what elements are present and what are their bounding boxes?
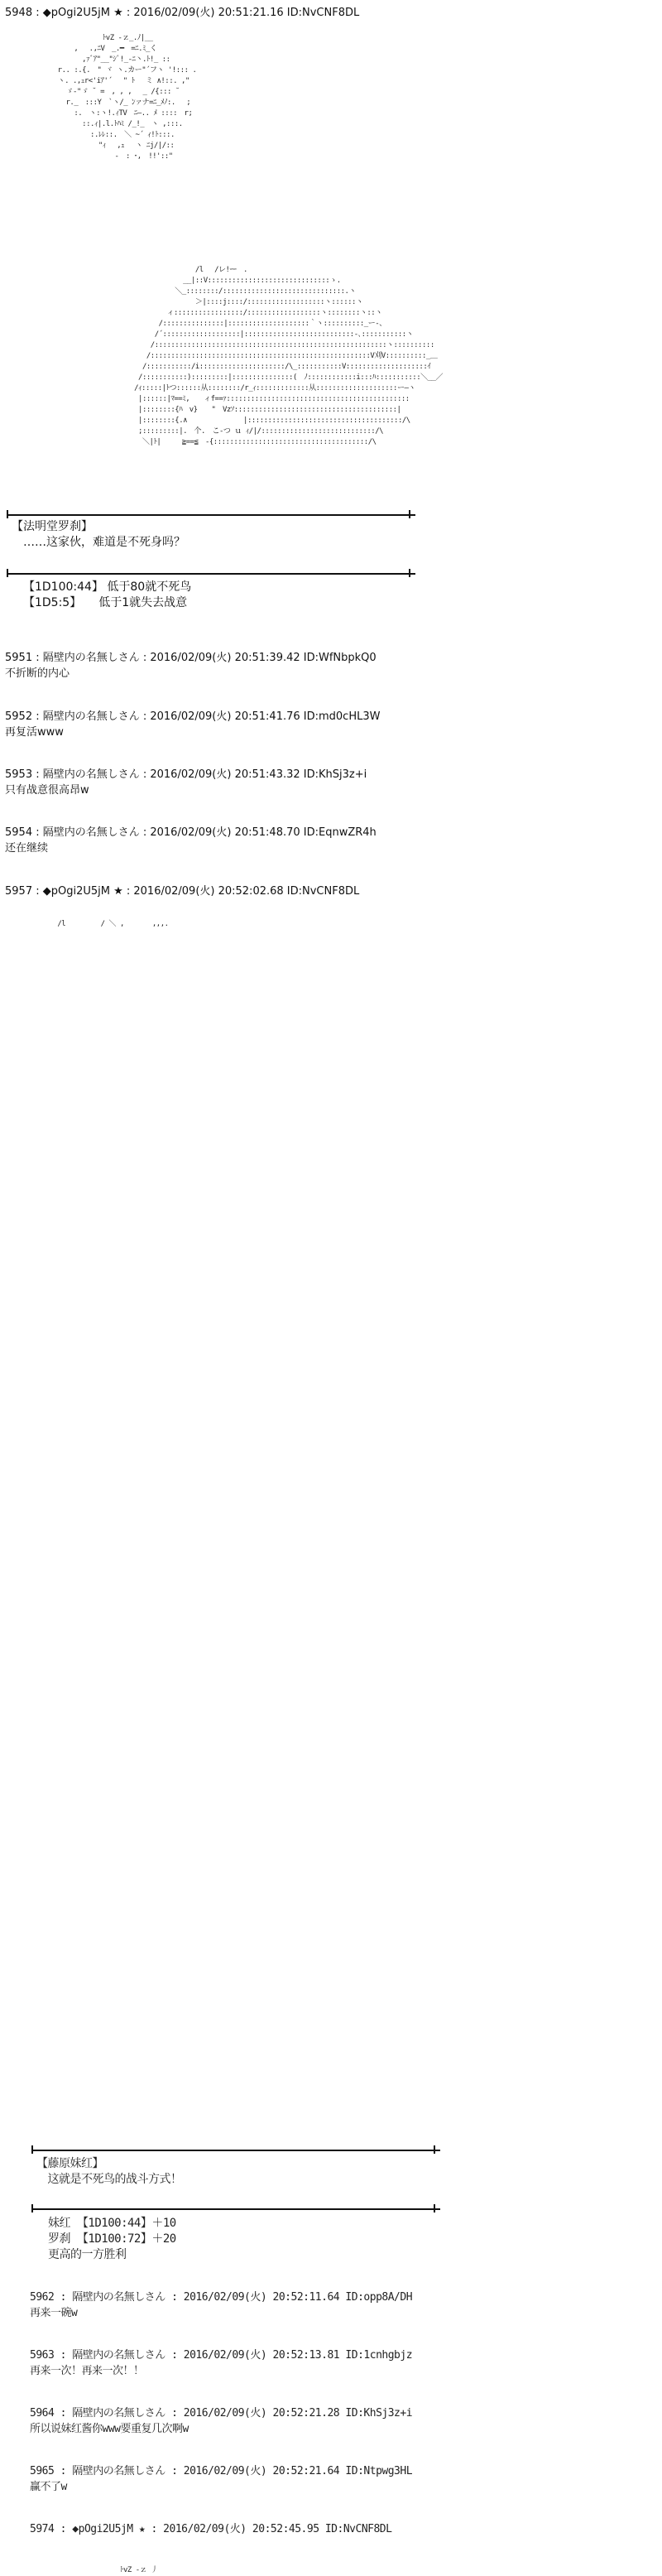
post-body: 再来一次！再来一次！！ <box>30 2365 144 2377</box>
post-header: 5965 : 隔壁内の名無しさん : 2016/02/09(火) 20:52:21.64 ID:Ntpwg3HL <box>30 2465 413 2477</box>
roll-result: 更高的一方胜利 <box>48 2248 127 2261</box>
dialogue-line: ……这家伙，难道是不死身吗？ <box>12 536 185 549</box>
dialogue-line: 这就是不死鸟的战斗方式！ <box>36 2173 182 2186</box>
roll-result: 罗刹 【1D100:72】＋20 <box>48 2232 176 2246</box>
separator-tick <box>409 569 410 577</box>
post-body: 再复活www <box>5 726 64 739</box>
roll-result: 妹红 【1D100:44】＋10 <box>48 2217 176 2230</box>
separator-tick <box>7 510 8 518</box>
ascii-art-mokou-fighting: /l / ＼ , ,,,. 【藤原妹红】 这就是不死鸟的战斗方式！ 妹红 【1D100:44】＋10 罗刹 【1D100:72】＋20 更高的一方胜利 5962 : 隔壁内の名無しさん : 2016/02/09(火) 20:52:11.64 ID:opp8A/DH 再来一碗w 5963 : 隔壁内の名無しさん : 2016/02/09(火) 20:52:13.81 ID:1cnhgbjz 再来一次！再来一次！！ 5964 : 隔壁内の名無しさん : 2016/02/09(火) 20:52:21.28 ID:KhSj3z+i 所以说妹红酱你www要重复几次啊w 5965 : 隔壁内の名無しさん : 2016/02/09(火) 20:52:21.64 ID:Ntpwg3HL 赢不了w 5974 : ◆pOgi2U5jM ★ : 2016/02/09(火) 20:52:45.95 ID:NvCNF8DL ﾄvZ ‐ｚ 丿 <box>25 919 169 1360</box>
post-header: 5951 : 隔壁内の名無しさん : 2016/02/09(火) 20:51:39.42 ID:WfNbpkQ0 <box>5 652 377 664</box>
speaker-name: 【法明堂罗刹】 <box>12 520 93 533</box>
post-body: 不折断的内心 <box>5 667 70 680</box>
dice-result: 【1D5:5】 低于1就失去战意 <box>23 596 188 609</box>
separator-line <box>7 573 415 575</box>
post-header: 5952 : 隔壁内の名無しさん : 2016/02/09(火) 20:51:41.76 ID:md0cHL3W <box>5 710 381 723</box>
separator-tick <box>434 2204 435 2212</box>
dice-result: 【1D100:44】 低于80就不死鸟 <box>23 580 192 594</box>
post-header: 5964 : 隔壁内の名無しさん : 2016/02/09(火) 20:52:21.28 ID:KhSj3z+i <box>30 2407 413 2420</box>
ascii-art-mokou-face: ﾄvZ ‐ｚ_.ﾉ|__ , .,ﾆV _.━ =ﾆ.ﾐ_く ,ｧﾞｱ"__"ｼﾞ!_-ﾆ丶.ﾄ!_ :: r.. :.{. " ヾ ヽ.カー"´フヽ '!::: . ヽ. .,ｪr<'iｱ'´ " ﾄ ミ ∧!::. ," ゞ-"ゞ ˘ = , , , _ /{::: ˘ r._ :::Y `ヽ/_ ﾝァナ=ﾆ_ﾒﾉ:. ; :. ヽ:ヽ!.ｨTV ﾆ―.. ﾒ :::: r; ::.ｨ|.l.ﾄﾊﾐ /_!_ ヽ ,:::. :.ﾚﾚ::. ＼ ~´ ｨ!ﾄ:::. "ｨ ,ｭ ヽ ﾆj/|/:: - : ･, !!'::" <box>57 34 197 161</box>
post-body: 还在继续 <box>5 842 49 855</box>
separator-line <box>7 514 415 516</box>
separator-tick <box>31 2204 33 2212</box>
post-body: 赢不了w <box>30 2481 67 2493</box>
post-header: 5953 : 隔壁内の名無しさん : 2016/02/09(火) 20:51:43.32 ID:KhSj3z+i <box>5 768 367 781</box>
post-body: 只有战意很高昂w <box>5 784 89 797</box>
post-body: 再来一碗w <box>30 2307 78 2319</box>
separator-tick <box>7 569 8 577</box>
ascii-art-rasetsu: /l /レ!ｰｰ . __|::V::::::::::::::::::::::::::::::ゝ. ＼_::::::::/::::::::::::::::::::::::::::::.ヽ ＞|::::j::::/:::::::::::::::::::ヽ::::::ヽ ィ:::::::::::::::::/::::::::::::::::::ヽ::::::::ヽ::ヽ /:::::::::::::::|::::::::::::::::::::｀ヽ::::::::::_ー-、 /´:::::::::::::::::::|:::::::::::::::::::::::::::-､:::::::::::ヽ /:::::::::::::::::::::::::::::::::::::::::::::::::::::::::ヽ:::::::::: /::::::::::::::::::::::::::::::::::::::::::::::::::::::V刈V::::::::::_＿ /:::::::::::/i:::::::::::::::::::::/\_:::::::::::V::::::::::::::::::::ｲ /:::::::::::):::::::::|:::::::::::::::( ﾉ::::::::::::i:::ﾊ:::::::::::＼__／ /ｨ:::::|ﾄつ::::::从::::::::/r_ｨ:::::::::::::从::::::::::::::::::::ー―ヽ |::::::|ﾏ==ﾐ, ィf==ｧ::::::::::::::::::::::::::::::::::::::::::::: |::::::::{ﾊ v} " Vzｿ::::::::::::::::::::::::::::::::::::::::| |::::::::{.∧ |::::::::::::::::::::::::::::::::::::::/\ ;:::::::::|. 个. こ-つ ｕ ｨ/|/::::::::::::::::::::::::::::/\ ＼|ﾄ| ≧==≦ -{::::::::::::::::::::::::::::::::::::::/\ <box>134 266 443 446</box>
separator-tick <box>409 510 410 518</box>
post-body: 所以说妹红酱你www要重复几次啊w <box>30 2423 189 2435</box>
separator-line <box>31 2208 440 2210</box>
separator-line <box>31 2150 440 2151</box>
separator-tick <box>434 2145 435 2154</box>
ascii-art-fragment: ﾄvZ ‐ｚ 丿 <box>120 2566 158 2574</box>
post-header: 5957 : ◆pOgi2U5jM ★ : 2016/02/09(火) 20:52:02.68 ID:NvCNF8DL <box>5 885 360 898</box>
post-header: 5948 : ◆pOgi2U5jM ★ : 2016/02/09(火) 20:51:21.16 ID:NvCNF8DL <box>5 7 360 19</box>
post-header: 5962 : 隔壁内の名無しさん : 2016/02/09(火) 20:52:11.64 ID:opp8A/DH <box>30 2291 413 2304</box>
post-header: 5974 : ◆pOgi2U5jM ★ : 2016/02/09(火) 20:52:45.95 ID:NvCNF8DL <box>30 2523 392 2535</box>
post-header: 5963 : 隔壁内の名無しさん : 2016/02/09(火) 20:52:13.81 ID:1cnhgbjz <box>30 2349 413 2362</box>
post-header: 5954 : 隔壁内の名無しさん : 2016/02/09(火) 20:51:48.70 ID:EqnwZR4h <box>5 826 377 839</box>
speaker-name: 【藤原妹红】 <box>36 2157 103 2170</box>
separator-tick <box>31 2145 33 2154</box>
